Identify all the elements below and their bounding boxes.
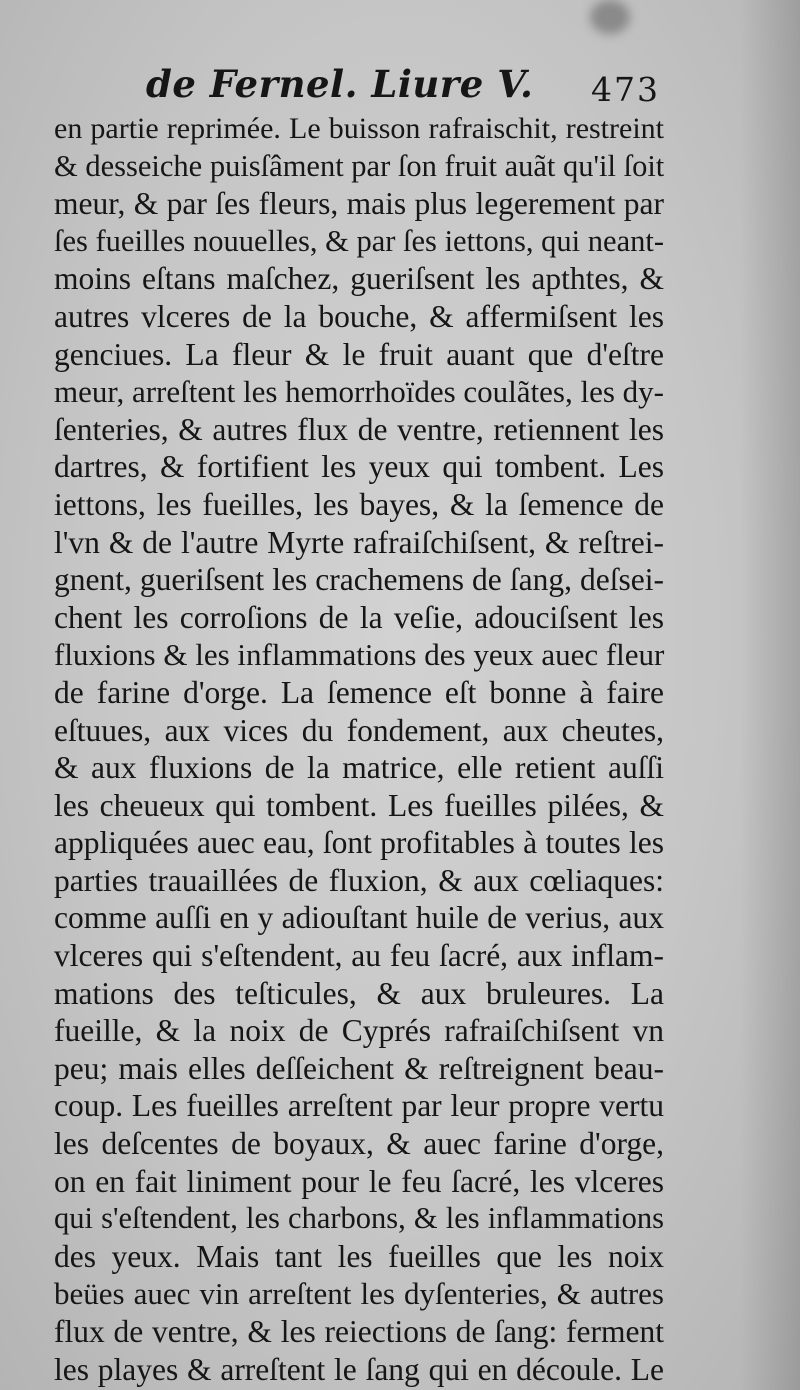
text-line: & aux fluxions de la matrice, elle retient auſſi — [54, 750, 664, 786]
text-line: en partie reprimée. Le buisson rafraischit, restreint — [54, 112, 664, 145]
text-line: genciues. La fleur & le fruit auant que d'eſtre — [54, 336, 664, 372]
text-line: les deſcentes de boyaux, & auec farine d'orge, — [54, 1126, 664, 1162]
text-line: eſtuues, aux vices du fondement, aux cheutes, — [54, 712, 664, 748]
text-line: parties trauaillées de fluxion, & aux cœliaques: — [54, 862, 664, 898]
text-line: ſes fueilles nouuelles, & par ſes iettons, qui neant- — [54, 223, 664, 258]
ink-blot — [590, 0, 630, 34]
text-line: beües auec vin arreſtent les dyſenteries, & autres — [54, 1276, 664, 1312]
text-line: des yeux. Mais tant les fueilles que les noix — [54, 1238, 664, 1274]
page-number: 473 — [591, 70, 660, 109]
text-line: flux de ventre, & les reiections de ſang: ferment — [54, 1314, 664, 1349]
text-line: dartres, & fortifient les yeux qui tombent. Les — [54, 449, 664, 485]
text-line: gnent, gueriſsent les crachemens de ſang, deſsei- — [54, 562, 664, 598]
text-line: meur, arreſtent les hemorrhoïdes coulãtes, les dy- — [54, 374, 664, 410]
text-line: de farine d'orge. La ſemence eſt bonne à faire — [54, 674, 664, 710]
text-line: moins eſtans maſchez, gueriſsent les apthtes, & — [54, 261, 664, 297]
text-line: fueille, & la noix de Cyprés rafraiſchiſsent vn — [54, 1013, 664, 1049]
text-line: qui s'eſtendent, les charbons, & les inflammations — [54, 1201, 664, 1236]
text-line: autres vlceres de la bouche, & affermiſsent les — [54, 298, 664, 334]
text-line: on en fait liniment pour le feu ſacré, les vlceres — [54, 1163, 664, 1199]
text-line: comme auſſi en y adiouſtant huile de verius, aux — [54, 900, 664, 936]
text-line: chent les corroſions de la veſie, adouciſsent les — [54, 599, 664, 635]
text-line: peu; mais elles deſſeichent & reſtreignent beau- — [54, 1050, 664, 1086]
text-line: les playes & arreſtent le ſang qui en découle. Le — [54, 1351, 664, 1387]
text-line: vlceres qui s'eſtendent, au feu ſacré, aux inflam- — [54, 938, 664, 974]
text-line: l'vn & de l'autre Myrte rafraiſchiſsent, & reſtrei- — [54, 524, 664, 560]
text-line: ſenteries, & autres flux de ventre, retiennent les — [54, 411, 664, 447]
body-text — [54, 110, 664, 1388]
text-line: iettons, les fueilles, les bayes, & la ſemence de — [54, 486, 664, 522]
text-line: meur, & par ſes fleurs, mais plus legerement par — [54, 186, 664, 222]
text-line: & desseiche puisſâment par ſon fruit auãt qu'il ſoit — [54, 148, 665, 183]
text-line: les cheueux qui tombent. Les fueilles pilées, & — [54, 787, 664, 823]
text-line: appliquées auec eau, ſont profitables à toutes les — [54, 825, 664, 861]
running-head-title: de Fernel. Liure V. — [146, 62, 534, 106]
text-line: fluxions & les inflammations des yeux auec fleur — [54, 637, 665, 673]
text-line: mations des teſticules, & aux bruleures. La — [54, 975, 664, 1011]
text-line: coup. Les fueilles arreſtent par leur propre vertu — [54, 1088, 664, 1124]
